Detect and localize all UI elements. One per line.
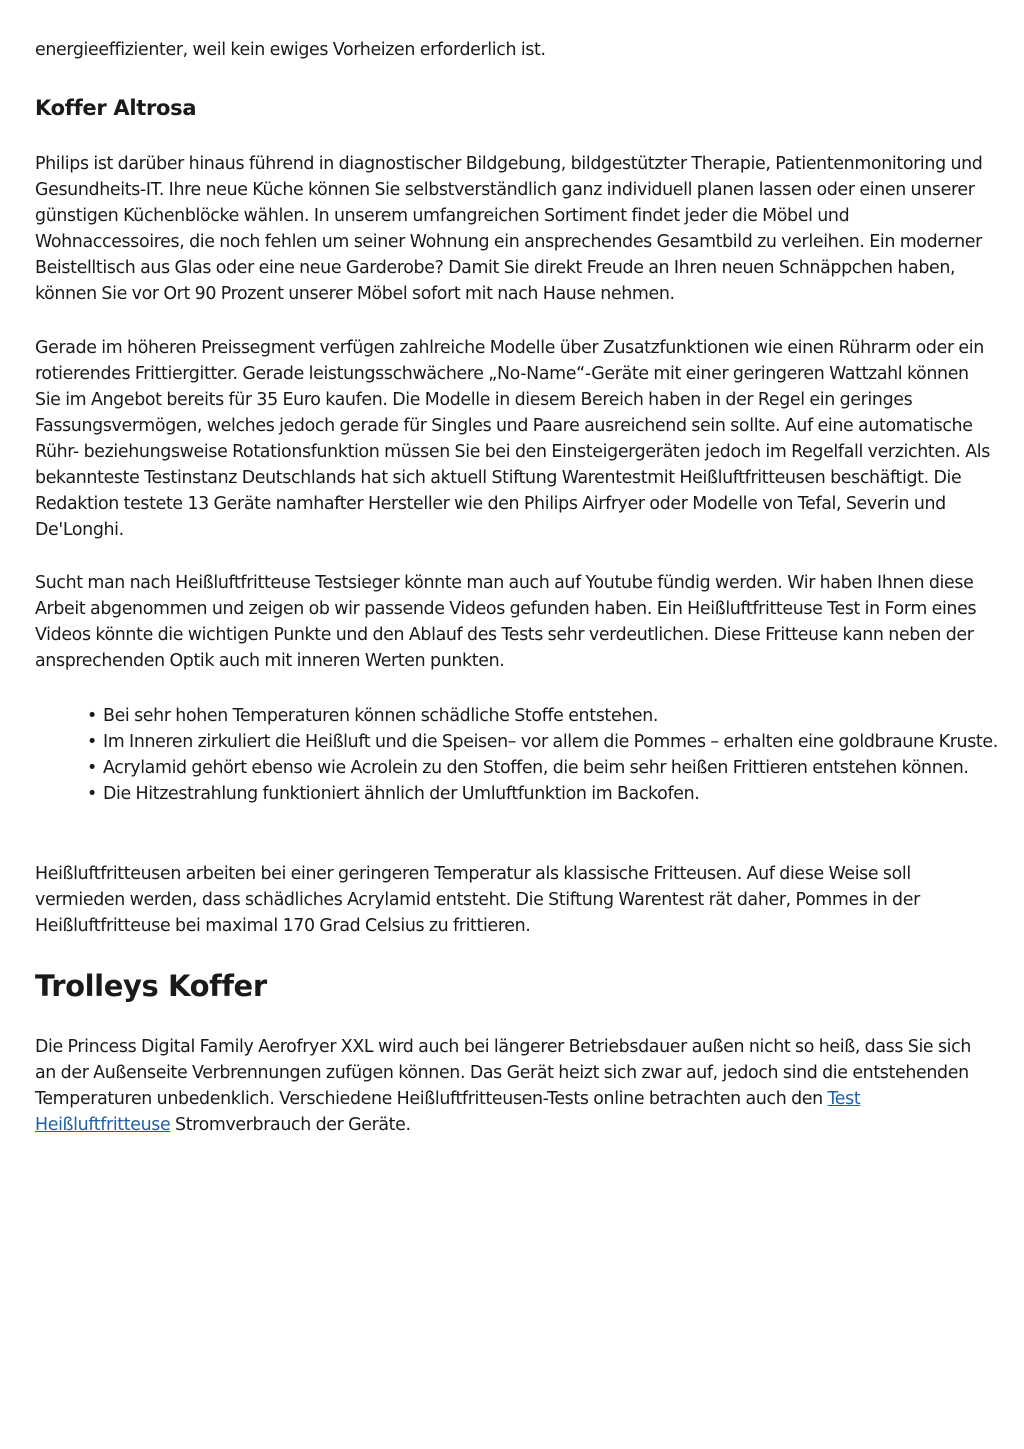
test-heissluftfritteuse-link[interactable]: Test Heißluftfritteuse bbox=[35, 1089, 861, 1135]
bullet-icon: • bbox=[87, 706, 97, 726]
bullet-icon: • bbox=[87, 758, 97, 778]
list-item bbox=[87, 755, 1024, 781]
paragraph-princess bbox=[35, 1034, 993, 1138]
list-item bbox=[87, 781, 1024, 807]
list-item-text: Bei sehr hohen Temperaturen können schädliche Stoffe entstehen. bbox=[103, 706, 659, 726]
bullet-icon: • bbox=[87, 732, 97, 752]
heading-koffer-altrosa: Koffer Altrosa bbox=[35, 96, 197, 120]
paragraph-text: Stromverbrauch der Geräte. bbox=[170, 1115, 411, 1135]
paragraph-temperatur: Heißluftfritteusen arbeiten bei einer geringeren Temperatur als klassische Fritteusen. Auf diese Weise soll vermieden werden, dass schädliches Acrylamid entsteht. Die Stiftung Warentest rät daher, Pommes in der Heißluftfritteuse bei maximal 170 Grad Celsius zu frittieren. bbox=[35, 864, 920, 936]
paragraph-text: Die Princess Digital Family Aerofryer XXL wird auch bei längerer Betriebsdauer außen nicht so heiß, dass Sie sich an der Außenseite Verbrennungen zufügen können. Das Gerät heizt sich zwar auf, jedoch sind die entstehenden Temperaturen unbedenklich. Verschiedene Heißluftfritteusen-Tests online betrachten auch den bbox=[35, 1037, 972, 1109]
paragraph-preissegment: Gerade im höheren Preissegment verfügen zahlreiche Modelle über Zusatzfunktionen wie einen Rührarm oder ein rotierendes Frittiergitter. Gerade leistungsschwächere „No-Name“-Geräte mit einer geringeren Wattzahl können Sie im Angebot bereits für 35 Euro kaufen. Die Modelle in diesem Bereich haben in der Regel ein geringes Fassungsvermögen, welches jedoch gerade für Singles und Paare ausreichend sein sollte. Auf eine automatische Rühr- beziehungsweise Rotationsfunktion müssen Sie bei den Einsteigergeräten jedoch im Regelfall verzichten. Als bekannteste Testinstanz Deutschlands hat sich aktuell Stiftung Warentestmit Heißluftfritteusen beschäftigt. Die Redaktion testete 13 Geräte namhafter Hersteller wie den Philips Airfryer oder Modelle von Tefal, Severin und De'Longhi. bbox=[35, 338, 990, 540]
list-item-text: Im Inneren zirkuliert die Heißluft und die Speisen– vor allem die Pommes – erhalten eine goldbraune Kruste. bbox=[103, 732, 998, 752]
list-item-text: Die Hitzestrahlung funktioniert ähnlich der Umluftfunktion im Backofen. bbox=[103, 784, 700, 804]
list-item-text: Acrylamid gehört ebenso wie Acrolein zu den Stoffen, die beim sehr heißen Frittieren entstehen können. bbox=[103, 758, 969, 778]
paragraph-philips: Philips ist darüber hinaus führend in diagnostischer Bildgebung, bildgestützter Therapie, Patientenmonitoring und Gesundheits-IT. Ihre neue Küche können Sie selbstverständlich ganz individuell planen lassen oder einen unserer günstigen Küchenblöcke wählen. In unserem umfangreichen Sortiment findet jeder die Möbel und Wohnaccessoires, die noch fehlen um seiner Wohnung ein ansprechendes Gesamtbild zu verleihen. Ein moderner Beistelltisch aus Glas oder eine neue Garderobe? Damit Sie direkt Freude an Ihren neuen Schnäppchen haben, können Sie vor Ort 90 Prozent unserer Möbel sofort mit nach Hause nehmen. bbox=[35, 154, 983, 304]
paragraph-testsieger: Sucht man nach Heißluftfritteuse Testsieger könnte man auch auf Youtube fündig werden. Wir haben Ihnen diese Arbeit abgenommen und zeigen ob wir passende Videos gefunden haben. Ein Heißluftfritteuse Test in Form eines Videos könnte die wichtigen Punkte und den Ablauf des Tests sehr verdeutlichen. Diese Fritteuse kann neben der ansprechenden Optik auch mit inneren Werten punkten. bbox=[35, 573, 977, 671]
intro-paragraph: energieeffizienter, weil kein ewiges Vorheizen erforderlich ist. bbox=[35, 40, 546, 60]
list-item bbox=[87, 703, 1024, 729]
list-item bbox=[87, 729, 1024, 755]
heading-trolleys-koffer: Trolleys Koffer bbox=[35, 969, 267, 1003]
bullet-list bbox=[35, 703, 1024, 807]
bullet-icon: • bbox=[87, 784, 97, 804]
